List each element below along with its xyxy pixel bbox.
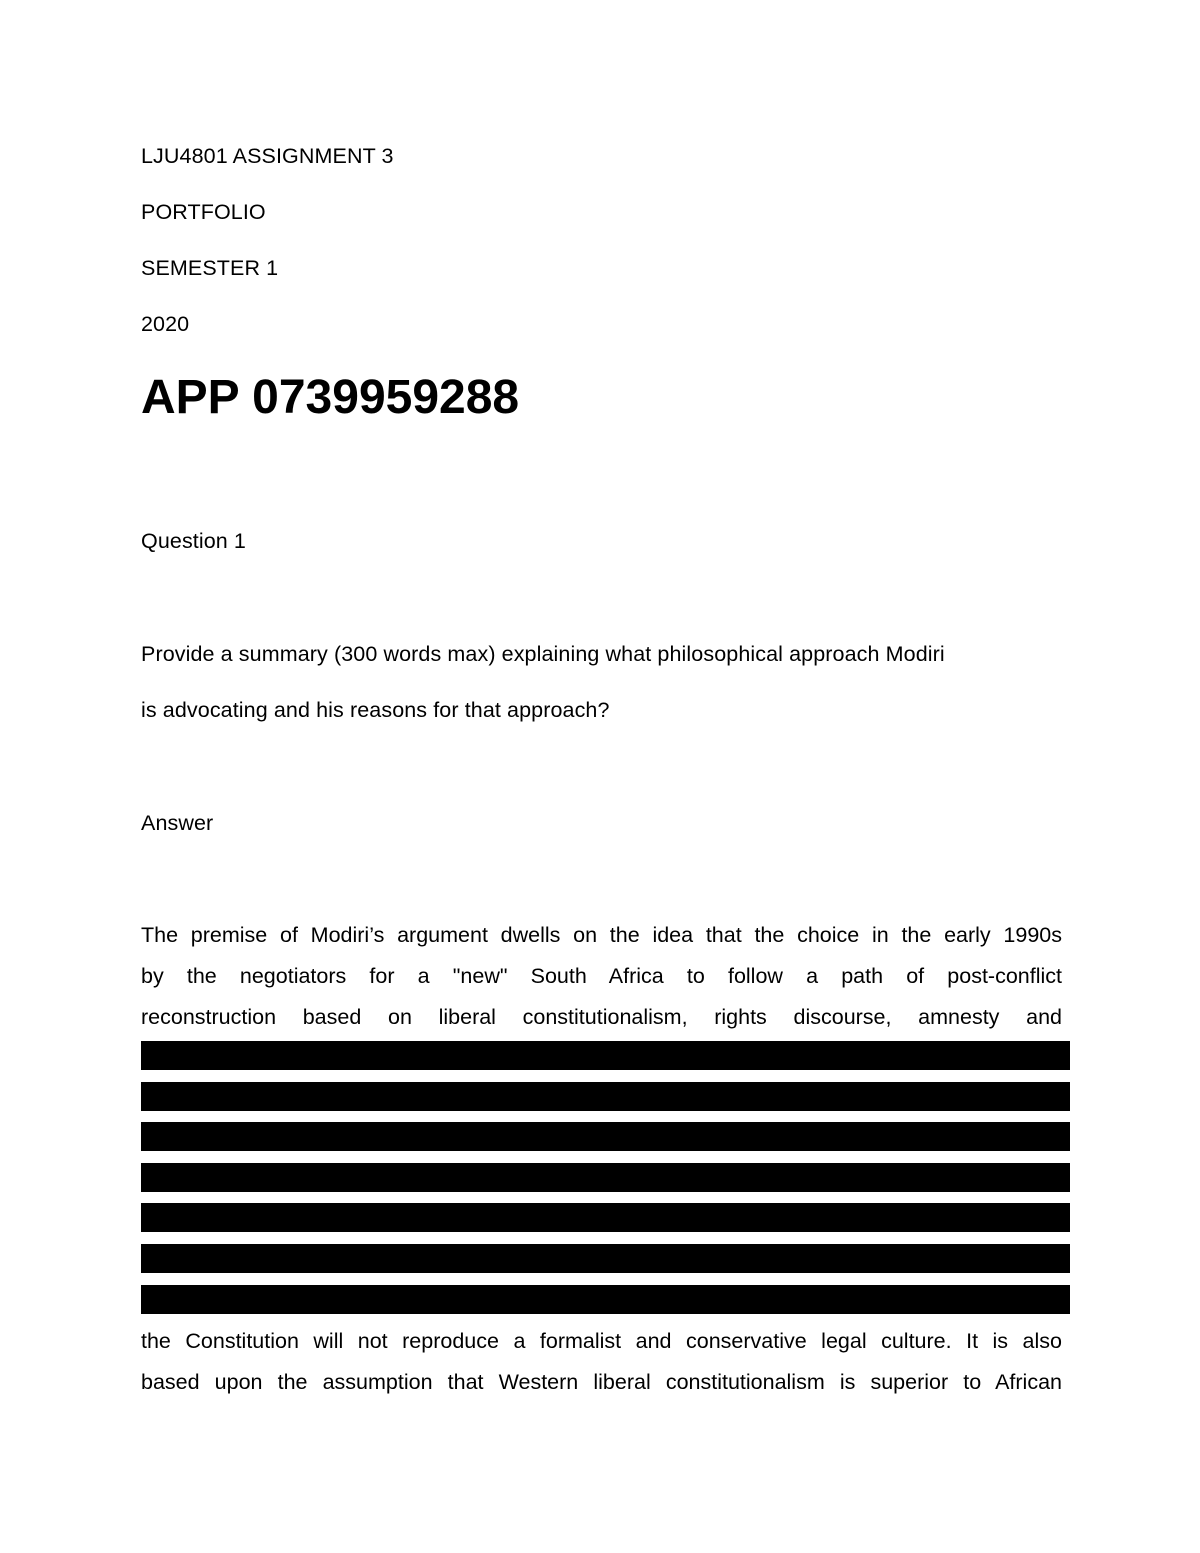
redaction-bar <box>141 1203 1070 1232</box>
year-label: 2020 <box>141 312 190 336</box>
answer-line-after-redaction-2: based upon the assumption that Western liberal constitutionalism is superior to African <box>141 1370 1062 1394</box>
question-text-line-1: Provide a summary (300 words max) explaining what philosophical approach Modiri <box>141 642 945 666</box>
course-code-title: LJU4801 ASSIGNMENT 3 <box>141 144 394 168</box>
question-heading: Question 1 <box>141 529 246 553</box>
redaction-bar <box>141 1082 1070 1111</box>
semester-label: SEMESTER 1 <box>141 256 279 280</box>
redaction-bar <box>141 1244 1070 1273</box>
redaction-bar <box>141 1041 1070 1070</box>
question-text-line-2: is advocating and his reasons for that approach? <box>141 698 610 722</box>
answer-line-2: by the negotiators for a "new" South Africa to follow a path of post-conflict <box>141 964 1062 988</box>
redaction-bar <box>141 1122 1070 1151</box>
contact-banner: APP 0739959288 <box>141 371 520 424</box>
answer-line-1: The premise of Modiri’s argument dwells on the idea that the choice in the early 1990s <box>141 923 1062 947</box>
redaction-bar <box>141 1163 1070 1192</box>
answer-line-after-redaction-1: the Constitution will not reproduce a formalist and conservative legal culture. It is also <box>141 1329 1062 1353</box>
redaction-bar <box>141 1285 1070 1314</box>
assignment-type: PORTFOLIO <box>141 200 266 224</box>
answer-line-3: reconstruction based on liberal constitutionalism, rights discourse, amnesty and <box>141 1005 1062 1029</box>
answer-heading: Answer <box>141 811 214 835</box>
